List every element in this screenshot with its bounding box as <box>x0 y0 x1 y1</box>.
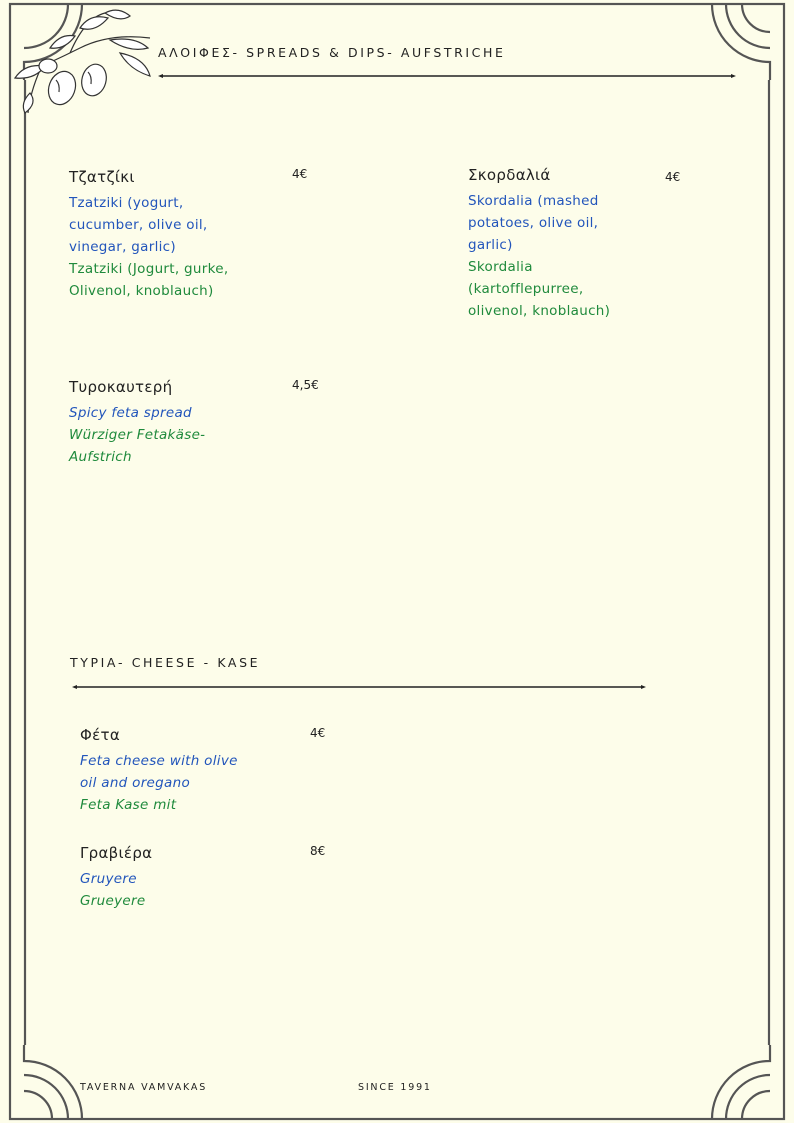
item-description-en: Gruyere <box>80 871 137 887</box>
footer-since: SINCE 1991 <box>358 1082 432 1093</box>
item-description-de: Feta Kase mit <box>80 797 177 813</box>
item-name: Σκορδαλιά <box>468 166 551 184</box>
item-description-en: Skordalia (mashed potatoes, olive oil, garlic) <box>468 193 599 253</box>
item-description-de: Tzatziki (Jogurt, gurke, Olivenol, knoblauch) <box>69 261 229 299</box>
item-price: 4€ <box>292 167 308 181</box>
menu-item-tyrokafteri <box>69 378 269 468</box>
item-description-de: Würziger Fetakäse- Aufstrich <box>69 427 206 465</box>
olive-branch-icon <box>10 8 160 118</box>
item-price: 4€ <box>310 726 326 740</box>
item-description-en: Feta cheese with olive oil and oregano <box>80 753 238 791</box>
item-name: Τζατζίκι <box>69 168 135 186</box>
item-price: 8€ <box>310 844 326 858</box>
section-title-spreads: ΑΛΟΙΦΕΣ- SPREADS & DIPS- AUFSTRICHE <box>158 45 506 60</box>
item-name: Γραβιέρα <box>80 844 153 862</box>
item-price: 4€ <box>665 170 681 184</box>
item-description-de: Skordalia (kartofflepurree, olivenol, knoblauch) <box>468 259 611 319</box>
item-name: Φέτα <box>80 726 121 744</box>
menu-item-graviera <box>80 844 280 912</box>
menu-item-skordalia <box>468 166 648 322</box>
item-name: Τυροκαυτερή <box>69 378 173 396</box>
item-description-en: Tzatziki (yogurt, cucumber, olive oil, vinegar, garlic) <box>69 195 208 255</box>
item-price: 4,5€ <box>292 378 319 392</box>
section-divider-cheese <box>72 682 648 692</box>
item-description-de: Grueyere <box>80 893 146 909</box>
section-divider-spreads <box>158 71 738 81</box>
item-description-en: Spicy feta spread <box>69 405 192 421</box>
section-title-cheese: ΤΥΡΙΑ- CHEESE - KASE <box>70 655 261 670</box>
menu-item-tzatziki <box>69 168 269 302</box>
footer-taverna-name: TAVERNA VAMVAKAS <box>80 1082 208 1093</box>
menu-item-feta <box>80 726 280 816</box>
